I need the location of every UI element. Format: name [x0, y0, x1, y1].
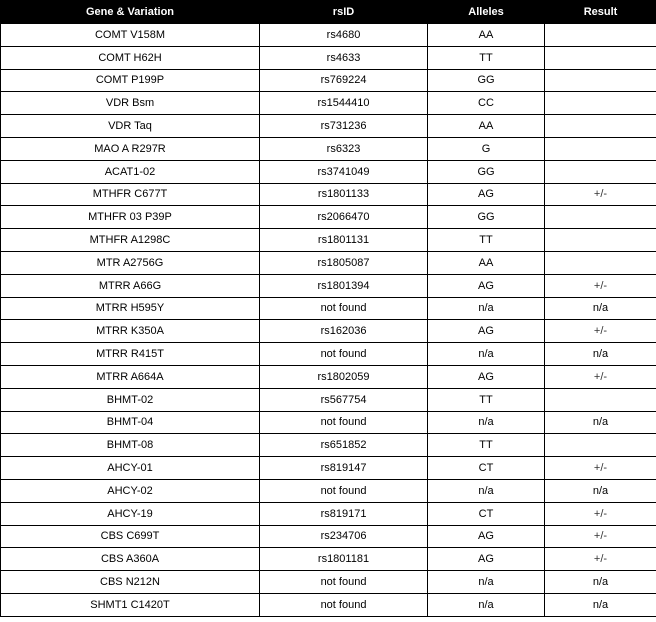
rsid-cell: rs1544410: [260, 92, 428, 115]
result-cell: +/+: [545, 46, 656, 69]
table-row: [1, 206, 656, 229]
alleles-cell: TT: [428, 434, 545, 457]
result-cell: -/-: [545, 137, 656, 160]
rsid-cell: rs769224: [260, 69, 428, 92]
table-row: [1, 274, 656, 297]
alleles-cell: G: [428, 137, 545, 160]
table-row: [1, 46, 656, 69]
rsid-cell: rs2066470: [260, 206, 428, 229]
result-cell: +/-: [545, 502, 656, 525]
table-row: [1, 571, 656, 594]
alleles-cell: AG: [428, 365, 545, 388]
gene-cell: MTRR R415T: [1, 343, 260, 366]
table-header: [1, 1, 656, 24]
result-cell: +/+: [545, 388, 656, 411]
rsid-cell: rs567754: [260, 388, 428, 411]
result-cell: -/-: [545, 92, 656, 115]
rsid-cell: rs6323: [260, 137, 428, 160]
alleles-cell: TT: [428, 46, 545, 69]
result-cell: -/-: [545, 206, 656, 229]
table-row: [1, 593, 656, 616]
table-row: [1, 297, 656, 320]
rsid-cell: rs3741049: [260, 160, 428, 183]
table-body: [1, 24, 656, 617]
rsid-cell: rs234706: [260, 525, 428, 548]
gene-cell: BHMT-04: [1, 411, 260, 434]
rsid-cell: rs819147: [260, 457, 428, 480]
alleles-cell: GG: [428, 69, 545, 92]
result-cell: +/+: [545, 434, 656, 457]
rsid-cell: not found: [260, 593, 428, 616]
gene-cell: AHCY-19: [1, 502, 260, 525]
table-row: [1, 115, 656, 138]
gene-cell: MTHFR C677T: [1, 183, 260, 206]
table-row: [1, 229, 656, 252]
alleles-cell: AG: [428, 274, 545, 297]
rsid-cell: rs731236: [260, 115, 428, 138]
header-alleles: Alleles: [428, 1, 545, 24]
alleles-cell: AG: [428, 320, 545, 343]
rsid-cell: rs4680: [260, 24, 428, 47]
table-row: [1, 92, 656, 115]
rsid-cell: rs4633: [260, 46, 428, 69]
gene-cell: COMT V158M: [1, 24, 260, 47]
table-row: [1, 411, 656, 434]
gene-cell: ACAT1-02: [1, 160, 260, 183]
gene-cell: SHMT1 C1420T: [1, 593, 260, 616]
alleles-cell: n/a: [428, 297, 545, 320]
header-gene: Gene & Variation: [1, 1, 260, 24]
alleles-cell: AG: [428, 525, 545, 548]
table-row: [1, 457, 656, 480]
result-cell: -/-: [545, 251, 656, 274]
table-row: [1, 479, 656, 502]
rsid-cell: rs651852: [260, 434, 428, 457]
alleles-cell: AA: [428, 251, 545, 274]
gene-cell: MTRR K350A: [1, 320, 260, 343]
header-result: Result: [545, 1, 656, 24]
rsid-cell: rs1801394: [260, 274, 428, 297]
alleles-cell: CC: [428, 92, 545, 115]
gene-cell: COMT H62H: [1, 46, 260, 69]
result-cell: n/a: [545, 479, 656, 502]
table-row: [1, 251, 656, 274]
table-row: [1, 160, 656, 183]
alleles-cell: n/a: [428, 343, 545, 366]
result-cell: n/a: [545, 343, 656, 366]
result-cell: +/-: [545, 274, 656, 297]
result-cell: +/-: [545, 525, 656, 548]
header-rsid: rsID: [260, 1, 428, 24]
gene-cell: CBS N212N: [1, 571, 260, 594]
rsid-cell: rs162036: [260, 320, 428, 343]
alleles-cell: AA: [428, 24, 545, 47]
table-row: [1, 343, 656, 366]
alleles-cell: GG: [428, 206, 545, 229]
rsid-cell: rs1802059: [260, 365, 428, 388]
alleles-cell: n/a: [428, 571, 545, 594]
table-row: [1, 320, 656, 343]
gene-cell: AHCY-01: [1, 457, 260, 480]
gene-cell: MTHFR 03 P39P: [1, 206, 260, 229]
result-cell: +/-: [545, 183, 656, 206]
result-cell: -/-: [545, 69, 656, 92]
result-cell: +/+: [545, 115, 656, 138]
table-row: [1, 502, 656, 525]
gene-cell: MTRR A664A: [1, 365, 260, 388]
table-row: [1, 548, 656, 571]
gene-cell: MTRR A66G: [1, 274, 260, 297]
table-row: [1, 137, 656, 160]
alleles-cell: GG: [428, 160, 545, 183]
gene-cell: BHMT-08: [1, 434, 260, 457]
alleles-cell: n/a: [428, 411, 545, 434]
alleles-cell: TT: [428, 229, 545, 252]
table-row: [1, 24, 656, 47]
rsid-cell: rs1801131: [260, 229, 428, 252]
gene-cell: COMT P199P: [1, 69, 260, 92]
rsid-cell: not found: [260, 571, 428, 594]
rsid-cell: not found: [260, 411, 428, 434]
gene-cell: VDR Taq: [1, 115, 260, 138]
gene-cell: CBS C699T: [1, 525, 260, 548]
table-row: [1, 69, 656, 92]
rsid-cell: rs1801181: [260, 548, 428, 571]
result-cell: -/-: [545, 229, 656, 252]
result-cell: n/a: [545, 411, 656, 434]
gene-cell: MAO A R297R: [1, 137, 260, 160]
gene-cell: CBS A360A: [1, 548, 260, 571]
rsid-cell: rs1801133: [260, 183, 428, 206]
rsid-cell: not found: [260, 479, 428, 502]
gene-cell: MTRR H595Y: [1, 297, 260, 320]
table-row: [1, 388, 656, 411]
header-row: [1, 1, 656, 24]
result-cell: +/-: [545, 548, 656, 571]
rsid-cell: not found: [260, 297, 428, 320]
result-cell: +/-: [545, 457, 656, 480]
rsid-cell: rs819171: [260, 502, 428, 525]
rsid-cell: not found: [260, 343, 428, 366]
gene-cell: AHCY-02: [1, 479, 260, 502]
gene-cell: VDR Bsm: [1, 92, 260, 115]
gene-cell: MTHFR A1298C: [1, 229, 260, 252]
result-cell: +/-: [545, 365, 656, 388]
alleles-cell: AG: [428, 183, 545, 206]
result-cell: n/a: [545, 297, 656, 320]
table-row: [1, 525, 656, 548]
alleles-cell: TT: [428, 388, 545, 411]
alleles-cell: CT: [428, 457, 545, 480]
table-row: [1, 183, 656, 206]
alleles-cell: AA: [428, 115, 545, 138]
gene-cell: MTR A2756G: [1, 251, 260, 274]
rsid-cell: rs1805087: [260, 251, 428, 274]
table-row: [1, 434, 656, 457]
gene-cell: BHMT-02: [1, 388, 260, 411]
alleles-cell: CT: [428, 502, 545, 525]
alleles-cell: AG: [428, 548, 545, 571]
result-cell: n/a: [545, 593, 656, 616]
alleles-cell: n/a: [428, 593, 545, 616]
result-cell: +/+: [545, 24, 656, 47]
result-cell: +/-: [545, 320, 656, 343]
table-row: [1, 365, 656, 388]
result-cell: n/a: [545, 571, 656, 594]
result-cell: -/-: [545, 160, 656, 183]
alleles-cell: n/a: [428, 479, 545, 502]
